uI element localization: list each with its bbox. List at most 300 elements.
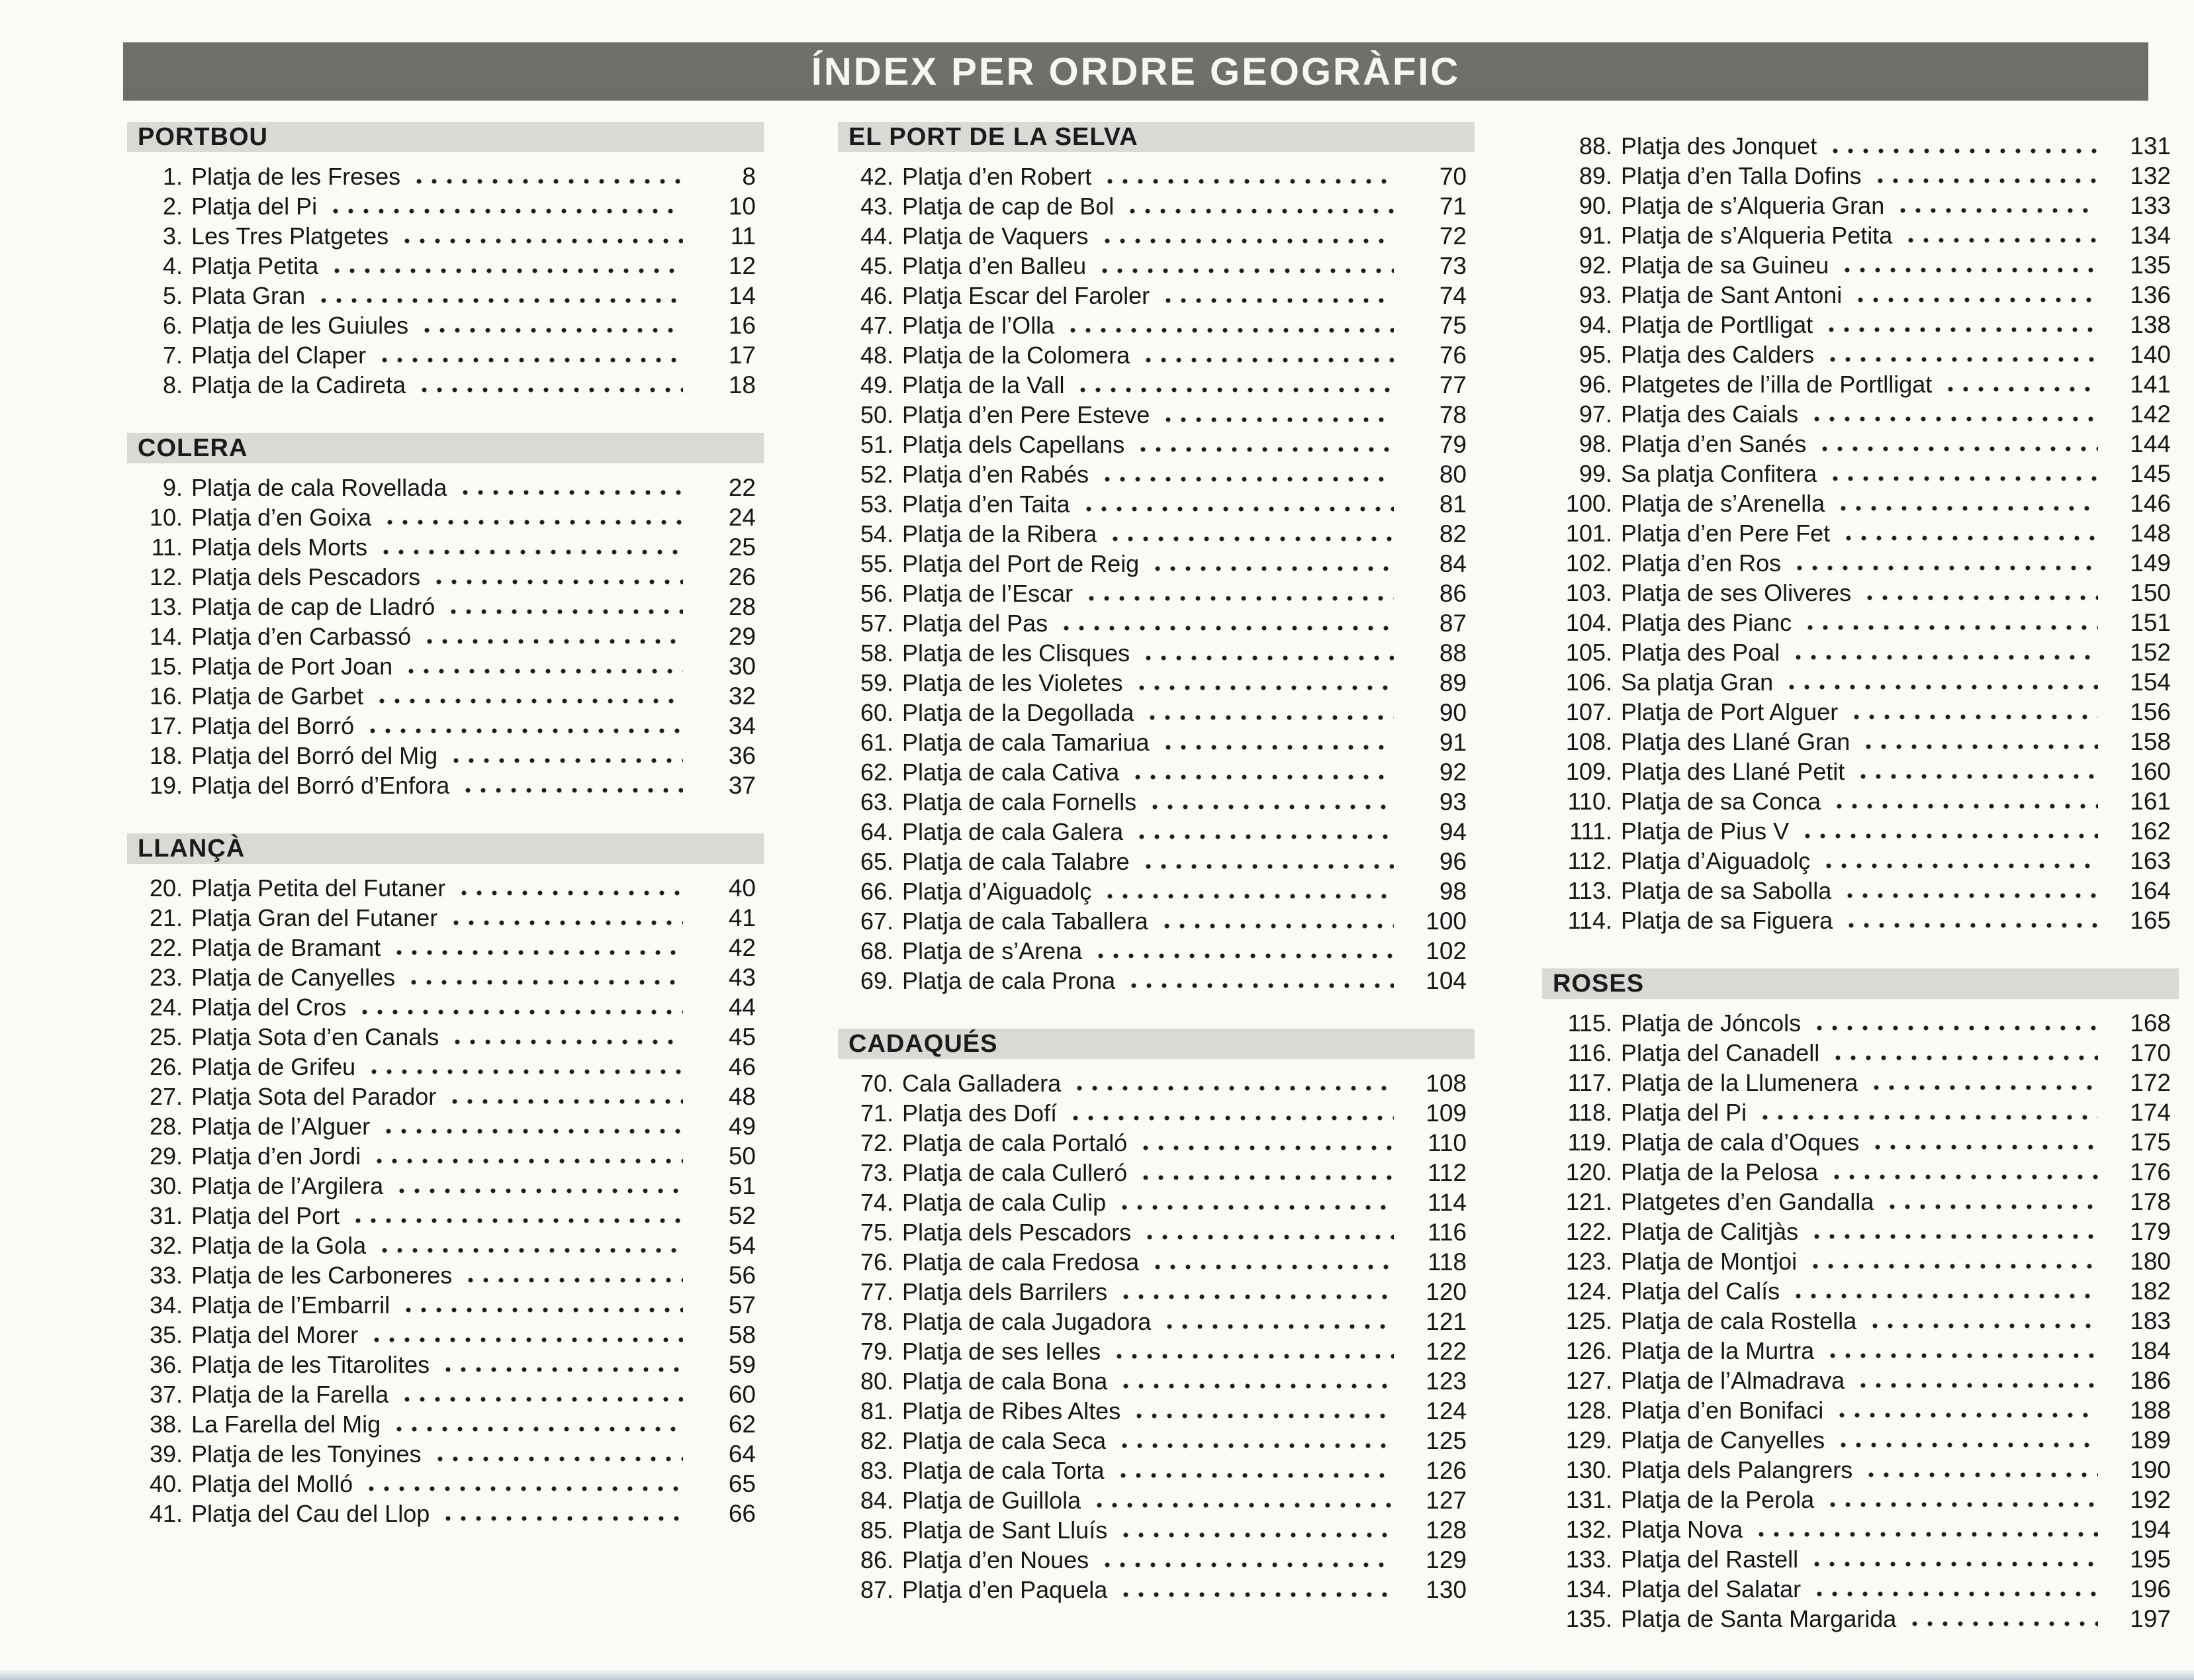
index-entry bbox=[1542, 340, 2179, 369]
entry-name: Cala Galladera bbox=[902, 1070, 1062, 1097]
index-entry bbox=[838, 906, 1475, 936]
entry-name: Platja del Morer bbox=[191, 1321, 359, 1348]
entry-number: 48. bbox=[860, 342, 893, 369]
entry-page: 142 bbox=[2130, 400, 2171, 428]
entry-page: 175 bbox=[2130, 1129, 2171, 1156]
entry-name: Platja d’en Taita bbox=[902, 490, 1070, 518]
entry-name: Platja de les Tonyines bbox=[191, 1440, 422, 1468]
dot-leader bbox=[1860, 774, 2098, 779]
index-entry bbox=[838, 489, 1475, 519]
entry-page: 32 bbox=[728, 682, 756, 710]
entry-name: Platja de Portlligat bbox=[1621, 311, 1813, 338]
entry-page: 130 bbox=[1426, 1576, 1467, 1603]
entry-number: 59. bbox=[860, 669, 893, 696]
dot-leader bbox=[1105, 238, 1394, 244]
dot-leader bbox=[1146, 357, 1394, 363]
index-entry bbox=[1542, 1246, 2179, 1276]
dot-leader bbox=[396, 1426, 683, 1432]
dot-leader bbox=[1131, 983, 1394, 988]
entry-name: Platja de l’Almadrava bbox=[1621, 1367, 1845, 1394]
section-label: EL PORT DE LA SELVA bbox=[848, 122, 1138, 151]
entry-number: 2. bbox=[162, 193, 183, 220]
entry-name: Platja de la Llumenera bbox=[1621, 1069, 1858, 1096]
dot-leader bbox=[1835, 1055, 2098, 1060]
entry-number: 10. bbox=[149, 504, 183, 531]
dot-leader bbox=[362, 1009, 683, 1015]
entry-number: 107. bbox=[1565, 698, 1612, 725]
index-entry bbox=[1542, 220, 2179, 250]
dot-leader bbox=[387, 520, 683, 525]
dot-leader bbox=[374, 1337, 683, 1342]
entry-number: 58. bbox=[860, 639, 893, 667]
dot-leader bbox=[1123, 1383, 1394, 1389]
entry-name: Platja de la Gola bbox=[191, 1232, 367, 1259]
dot-leader bbox=[1858, 297, 2098, 303]
entry-page: 93 bbox=[1439, 788, 1467, 816]
entry-number: 95. bbox=[1578, 341, 1612, 368]
index-entry bbox=[127, 873, 764, 903]
entry-page: 176 bbox=[2130, 1158, 2171, 1186]
entry-name: Platja dels Palangrers bbox=[1621, 1456, 1853, 1483]
dot-leader bbox=[455, 1039, 683, 1045]
entry-name: Platja del Canadell bbox=[1621, 1039, 1820, 1066]
dot-leader bbox=[1796, 1293, 2098, 1299]
section-label: CADAQUÉS bbox=[848, 1029, 998, 1058]
entry-name: Platja del Borró del Mig bbox=[191, 742, 438, 769]
dot-leader bbox=[369, 1486, 683, 1491]
dot-leader bbox=[445, 1516, 683, 1521]
section-header bbox=[1542, 968, 2179, 999]
entry-page: 36 bbox=[728, 742, 756, 769]
entry-name: Platja de les Titarolites bbox=[191, 1351, 430, 1378]
dot-leader bbox=[1789, 684, 2098, 690]
entry-number: 25. bbox=[149, 1023, 183, 1050]
dot-leader bbox=[396, 950, 683, 955]
dot-leader bbox=[1826, 863, 2098, 868]
entry-name: Platja de cap de Lladró bbox=[191, 593, 435, 620]
entry-name: Platja de l’Escar bbox=[902, 580, 1074, 607]
entry-page: 58 bbox=[728, 1321, 756, 1348]
dot-leader bbox=[370, 728, 683, 733]
entry-number: 130. bbox=[1565, 1456, 1612, 1483]
entry-number: 57. bbox=[860, 610, 893, 637]
entry-page: 64 bbox=[728, 1440, 756, 1468]
entry-page: 84 bbox=[1439, 550, 1467, 577]
entry-name: Platja del Pas bbox=[902, 610, 1048, 637]
entry-number: 112. bbox=[1567, 847, 1612, 874]
dot-leader bbox=[1098, 953, 1394, 958]
entry-number: 36. bbox=[149, 1351, 183, 1378]
entry-name: Platja de cala d’Oques bbox=[1621, 1129, 1860, 1156]
dot-leader bbox=[1834, 1174, 2098, 1180]
entry-number: 123. bbox=[1565, 1248, 1612, 1275]
entry-number: 20. bbox=[149, 874, 183, 902]
index-entry bbox=[127, 592, 764, 622]
dot-leader bbox=[1167, 1324, 1394, 1329]
entry-name: Platja Gran del Futaner bbox=[191, 904, 438, 931]
index-entry bbox=[838, 1247, 1475, 1277]
index-entry bbox=[838, 787, 1475, 817]
dot-leader bbox=[1833, 148, 2098, 154]
entry-number: 101. bbox=[1565, 520, 1612, 547]
entry-page: 140 bbox=[2130, 341, 2171, 368]
dot-leader bbox=[1123, 1592, 1394, 1597]
entry-page: 30 bbox=[728, 653, 756, 680]
entry-number: 28. bbox=[149, 1113, 183, 1140]
index-entry bbox=[838, 1366, 1475, 1396]
index-entry bbox=[838, 459, 1475, 489]
entry-name: La Farella del Mig bbox=[191, 1411, 381, 1438]
dot-leader bbox=[334, 268, 683, 273]
dot-leader bbox=[1814, 1562, 2098, 1567]
entry-number: 109. bbox=[1565, 758, 1612, 785]
entry-number: 77. bbox=[860, 1278, 893, 1305]
dot-leader bbox=[1797, 565, 2098, 571]
index-entry bbox=[838, 936, 1475, 966]
index-entry bbox=[838, 1217, 1475, 1247]
dot-leader bbox=[1890, 1204, 2098, 1209]
entry-name: Platja de cala Prona bbox=[902, 967, 1116, 994]
entry-number: 62. bbox=[860, 759, 893, 786]
entry-name: Platgetes de l’illa de Portlligat bbox=[1621, 371, 1933, 398]
index-entry bbox=[838, 727, 1475, 757]
dot-leader bbox=[461, 890, 683, 896]
entry-page: 22 bbox=[728, 474, 756, 501]
dot-leader bbox=[1817, 1591, 2098, 1597]
entry-name: Platja de Montjoi bbox=[1621, 1248, 1798, 1275]
dot-leader bbox=[377, 1158, 683, 1164]
entry-number: 30. bbox=[149, 1172, 183, 1199]
entry-page: 135 bbox=[2130, 252, 2171, 279]
entry-page: 123 bbox=[1426, 1368, 1467, 1395]
index-entry bbox=[1542, 1008, 2179, 1038]
entry-name: Platja de cala Galera bbox=[902, 818, 1124, 845]
entry-page: 149 bbox=[2130, 549, 2171, 577]
entry-page: 184 bbox=[2130, 1337, 2171, 1364]
entry-name: Platja dels Morts bbox=[191, 534, 368, 561]
entry-name: Platja Petita bbox=[191, 252, 319, 279]
index-entry bbox=[127, 1290, 764, 1320]
entry-number: 6. bbox=[162, 312, 183, 339]
index-entry bbox=[838, 1426, 1475, 1456]
entry-number: 81. bbox=[860, 1397, 893, 1424]
dot-leader bbox=[1123, 1532, 1394, 1538]
index-entry bbox=[838, 608, 1475, 638]
index-entry bbox=[127, 1499, 764, 1528]
index-entry bbox=[1542, 1306, 2179, 1336]
entry-number: 73. bbox=[860, 1159, 893, 1186]
entry-page: 60 bbox=[728, 1381, 756, 1408]
entry-page: 163 bbox=[2130, 847, 2171, 874]
index-entry bbox=[838, 817, 1475, 847]
entry-number: 69. bbox=[860, 967, 893, 994]
entry-number: 45. bbox=[860, 252, 893, 279]
index-entry bbox=[1542, 697, 2179, 727]
entry-page: 79 bbox=[1439, 431, 1467, 458]
entry-name: Platja de sa Figuera bbox=[1621, 907, 1833, 934]
entry-page: 70 bbox=[1439, 163, 1467, 190]
dot-leader bbox=[1867, 595, 2098, 600]
entry-page: 48 bbox=[728, 1083, 756, 1110]
index-entry bbox=[127, 1469, 764, 1499]
entry-name: Platja des Jonquet bbox=[1621, 132, 1817, 160]
dot-leader bbox=[1807, 625, 2098, 630]
dot-leader bbox=[1868, 1472, 2098, 1477]
entry-page: 127 bbox=[1426, 1487, 1467, 1514]
dot-leader bbox=[1064, 626, 1394, 631]
entry-page: 148 bbox=[2130, 520, 2171, 547]
entry-number: 39. bbox=[149, 1440, 183, 1468]
entry-name: Platja de la Degollada bbox=[902, 699, 1134, 726]
entry-number: 70. bbox=[860, 1070, 893, 1097]
index-entry bbox=[1542, 518, 2179, 548]
index-entry bbox=[838, 1188, 1475, 1217]
entry-page: 141 bbox=[2130, 371, 2171, 398]
entry-name: Platja de Canyelles bbox=[191, 964, 396, 991]
entry-page: 24 bbox=[728, 504, 756, 531]
index-entry bbox=[1542, 191, 2179, 220]
index-entry bbox=[838, 1277, 1475, 1307]
entry-number: 42. bbox=[860, 163, 893, 190]
entry-page: 129 bbox=[1426, 1546, 1467, 1573]
entry-number: 66. bbox=[860, 878, 893, 905]
entry-name: Platja de les Violetes bbox=[902, 669, 1123, 696]
entry-name: Platja de sa Guineu bbox=[1621, 252, 1829, 279]
entry-number: 80. bbox=[860, 1368, 893, 1395]
entry-number: 116. bbox=[1567, 1039, 1612, 1066]
entry-page: 154 bbox=[2130, 669, 2171, 696]
entry-page: 100 bbox=[1426, 908, 1467, 935]
index-entry bbox=[127, 1082, 764, 1111]
entry-name: Platja d’en Carbassó bbox=[191, 623, 412, 650]
entry-name: Platja des Caials bbox=[1621, 400, 1799, 428]
entry-name: Platgetes d’en Gandalla bbox=[1621, 1188, 1874, 1215]
dot-leader bbox=[1086, 506, 1394, 512]
index-entry bbox=[838, 1545, 1475, 1575]
entry-number: 79. bbox=[860, 1338, 893, 1365]
index-entry bbox=[1542, 1574, 2179, 1604]
entry-number: 51. bbox=[860, 431, 893, 458]
dot-leader bbox=[1817, 1025, 2098, 1031]
entry-name: Sa platja Gran bbox=[1621, 669, 1774, 696]
entry-number: 60. bbox=[860, 699, 893, 726]
index-entry bbox=[127, 340, 764, 370]
entry-name: Platja de l’Embarril bbox=[191, 1291, 390, 1319]
entry-number: 56. bbox=[860, 580, 893, 607]
index-entry bbox=[127, 1171, 764, 1201]
entry-page: 8 bbox=[742, 163, 756, 190]
entry-page: 179 bbox=[2130, 1218, 2171, 1245]
entry-number: 91. bbox=[1578, 222, 1612, 249]
index-entry bbox=[127, 502, 764, 532]
dot-leader bbox=[1872, 1323, 2098, 1329]
index-entry bbox=[838, 191, 1475, 221]
index-entry bbox=[1542, 876, 2179, 906]
entry-name: Platja de la Murtra bbox=[1621, 1337, 1815, 1364]
entry-page: 44 bbox=[728, 994, 756, 1021]
entry-number: 134. bbox=[1565, 1575, 1612, 1603]
entry-name: Les Tres Platgetes bbox=[191, 222, 389, 250]
entry-number: 129. bbox=[1565, 1426, 1612, 1454]
entry-number: 3. bbox=[162, 222, 183, 250]
entry-page: 118 bbox=[1428, 1248, 1467, 1276]
dot-leader bbox=[416, 179, 683, 184]
entry-name: Platja de cala Cativa bbox=[902, 759, 1120, 786]
entry-number: 100. bbox=[1565, 490, 1612, 517]
index-entry bbox=[838, 549, 1475, 579]
index-entry bbox=[1542, 1604, 2179, 1634]
index-entry bbox=[1542, 1068, 2179, 1097]
dot-leader bbox=[1107, 179, 1394, 184]
dot-leader bbox=[1155, 1264, 1394, 1270]
entry-name: Platja de cala Tamariua bbox=[902, 729, 1150, 756]
entry-page: 80 bbox=[1439, 461, 1467, 488]
entry-name: Platja de ses Oliveres bbox=[1621, 579, 1852, 606]
entry-page: 131 bbox=[2130, 132, 2171, 160]
entry-number: 115. bbox=[1567, 1009, 1612, 1037]
entry-number: 4. bbox=[162, 252, 183, 279]
index-entry bbox=[838, 1575, 1475, 1605]
dot-leader bbox=[1829, 327, 2098, 332]
dot-leader bbox=[386, 1129, 683, 1134]
section-label: ROSES bbox=[1553, 969, 1645, 998]
entry-page: 73 bbox=[1439, 252, 1467, 279]
entry-number: 50. bbox=[860, 401, 893, 428]
dot-leader bbox=[1150, 715, 1394, 720]
index-entry bbox=[127, 1260, 764, 1290]
entry-page: 104 bbox=[1426, 967, 1467, 994]
scan-bottom-edge-artifact bbox=[0, 1669, 2194, 1680]
index-entry bbox=[838, 1307, 1475, 1336]
entry-number: 27. bbox=[149, 1083, 183, 1110]
dot-leader bbox=[1077, 1086, 1394, 1091]
entry-number: 65. bbox=[860, 848, 893, 875]
dot-leader bbox=[1166, 298, 1394, 303]
dot-leader bbox=[406, 1307, 683, 1313]
entry-page: 172 bbox=[2130, 1069, 2171, 1096]
entry-number: 61. bbox=[860, 729, 893, 756]
index-entry bbox=[1542, 786, 2179, 816]
index-entry bbox=[838, 1336, 1475, 1366]
entry-page: 65 bbox=[728, 1470, 756, 1497]
entry-page: 151 bbox=[2130, 609, 2171, 636]
dot-leader bbox=[424, 328, 683, 333]
entry-page: 133 bbox=[2130, 192, 2171, 219]
entry-name: Platja de cala Bona bbox=[902, 1368, 1108, 1395]
dot-leader bbox=[1845, 267, 2098, 273]
dot-leader bbox=[1900, 208, 2098, 213]
entry-name: Platja d’en Noues bbox=[902, 1546, 1089, 1573]
entry-number: 22. bbox=[149, 934, 183, 961]
index-column-right bbox=[1542, 131, 2179, 1634]
entry-page: 108 bbox=[1426, 1070, 1467, 1097]
dot-leader bbox=[1841, 1442, 2098, 1448]
index-entry bbox=[838, 1515, 1475, 1545]
index-entry bbox=[838, 1098, 1475, 1128]
entry-page: 75 bbox=[1439, 312, 1467, 339]
entry-page: 161 bbox=[2130, 788, 2171, 815]
entry-number: 94. bbox=[1578, 311, 1612, 338]
entry-number: 24. bbox=[149, 994, 183, 1021]
dot-leader bbox=[1080, 387, 1394, 393]
entry-name: Platja d’en Talla Dofins bbox=[1621, 162, 1862, 189]
entry-number: 125. bbox=[1565, 1307, 1612, 1334]
entry-name: Platja de Canyelles bbox=[1621, 1426, 1825, 1454]
index-entry bbox=[1542, 727, 2179, 757]
dot-leader bbox=[1813, 1264, 2098, 1269]
dot-leader bbox=[1102, 268, 1394, 273]
dot-leader bbox=[1912, 1621, 2098, 1626]
dot-leader bbox=[1837, 804, 2098, 809]
index-entry bbox=[1542, 429, 2179, 459]
entry-page: 152 bbox=[2130, 639, 2171, 666]
entry-page: 66 bbox=[728, 1500, 756, 1527]
index-entry bbox=[127, 310, 764, 340]
entry-page: 54 bbox=[728, 1232, 756, 1259]
entry-page: 183 bbox=[2130, 1307, 2171, 1334]
dot-leader bbox=[427, 639, 683, 644]
entry-page: 81 bbox=[1439, 490, 1467, 518]
dot-leader bbox=[1073, 1115, 1394, 1121]
entry-name: Platja d’en Pere Fet bbox=[1621, 520, 1831, 547]
entry-page: 56 bbox=[728, 1262, 756, 1289]
entry-page: 145 bbox=[2130, 460, 2171, 487]
entry-name: Platja de cala Seca bbox=[902, 1427, 1107, 1454]
index-entry bbox=[838, 1128, 1475, 1158]
entry-name: Platja dels Barrilers bbox=[902, 1278, 1108, 1305]
index-entry bbox=[127, 562, 764, 592]
entry-page: 10 bbox=[728, 193, 756, 220]
entry-name: Sa platja Confitera bbox=[1621, 460, 1817, 487]
entry-name: Platja del Borró bbox=[191, 712, 355, 739]
entry-number: 15. bbox=[149, 653, 183, 680]
entry-number: 110. bbox=[1567, 788, 1612, 815]
index-entry bbox=[838, 340, 1475, 370]
index-entry bbox=[1542, 608, 2179, 637]
dot-leader bbox=[1089, 596, 1394, 601]
entry-page: 174 bbox=[2130, 1099, 2171, 1126]
entry-name: Platja d’en Goixa bbox=[191, 504, 372, 531]
entry-number: 135. bbox=[1565, 1605, 1612, 1632]
index-entry bbox=[1542, 906, 2179, 935]
entry-number: 74. bbox=[860, 1189, 893, 1216]
entry-number: 90. bbox=[1578, 192, 1612, 219]
dot-leader bbox=[355, 1218, 683, 1223]
entry-name: Platja d’en Robert bbox=[902, 163, 1092, 190]
entry-name: Platja des Llané Gran bbox=[1621, 728, 1851, 755]
entry-page: 102 bbox=[1426, 937, 1467, 964]
index-entry bbox=[838, 966, 1475, 996]
entry-number: 106. bbox=[1565, 669, 1612, 696]
index-column-left bbox=[127, 122, 764, 1528]
section-header bbox=[838, 122, 1475, 152]
section-label: LLANÇÀ bbox=[138, 834, 246, 863]
entry-page: 46 bbox=[728, 1053, 756, 1080]
entry-page: 77 bbox=[1439, 371, 1467, 398]
dot-leader bbox=[382, 1248, 683, 1253]
entry-number: 9. bbox=[162, 474, 183, 501]
dot-leader bbox=[1849, 923, 2098, 928]
index-entry bbox=[127, 370, 764, 400]
index-entry bbox=[1542, 757, 2179, 786]
entry-number: 26. bbox=[149, 1053, 183, 1080]
entry-number: 11. bbox=[151, 534, 183, 561]
dot-leader bbox=[1097, 1503, 1394, 1508]
entry-name: Platja des Pianc bbox=[1621, 609, 1792, 636]
entry-name: Platja de Guillola bbox=[902, 1487, 1081, 1514]
entry-name: Platja de Port Alguer bbox=[1621, 698, 1839, 725]
entry-number: 83. bbox=[860, 1457, 893, 1484]
